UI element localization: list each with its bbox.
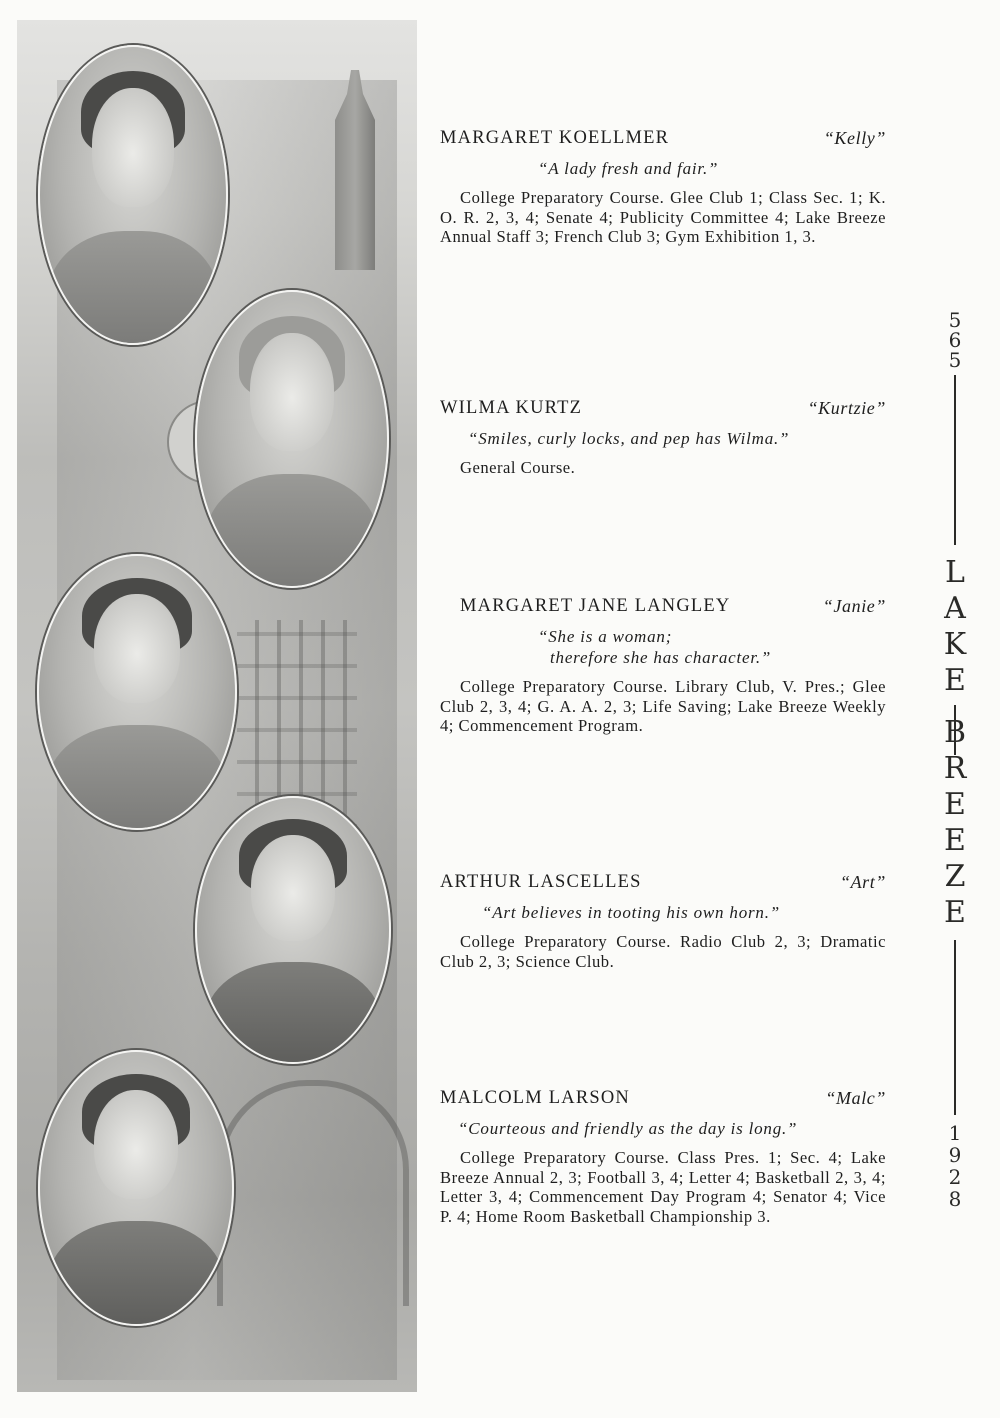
- student-quote: “Art believes in tooting his own horn.”: [482, 903, 781, 922]
- student-activities: College Preparatory Course. Library Club, V. Pres.; Glee Club 2, 3, 4; G. A. A. 2, 3; Life Saving; Lake Breeze Weekly 4; Commencement Program.: [440, 677, 886, 736]
- student-activities: General Course.: [460, 458, 576, 477]
- student-name: MARGARET KOELLMER: [440, 128, 670, 148]
- spine-title-breeze: BREEZE: [943, 715, 967, 930]
- spine-title-lake: LAKE: [943, 555, 967, 698]
- portrait-malcolm-larson: [38, 1050, 234, 1326]
- entry-margaret-jane-langley: [440, 596, 886, 736]
- building-arch: [217, 1080, 409, 1306]
- spine-divider: [954, 940, 956, 1115]
- yearbook-year: 1928: [948, 1121, 962, 1211]
- portrait-wilma-kurtz: [195, 290, 389, 588]
- student-nickname: “Kurtzie”: [807, 398, 886, 418]
- spine-divider: [954, 375, 956, 545]
- student-quote: “A lady fresh and fair.”: [538, 159, 719, 178]
- student-quote-line-2: therefore she has character.”: [550, 648, 772, 667]
- student-activities: College Preparatory Course. Class Pres. 1; Sec. 4; Lake Breeze Annual 2, 3; Football 3, 4; Letter 4; Basketball 2, 3, 4; Letter 3, 4; Commencement Day Program 4; Senator 4; Vice P. 4; Home Room Basketball Championship 3.: [440, 1148, 886, 1226]
- entry-margaret-koellmer: [440, 128, 886, 247]
- student-activities: College Preparatory Course. Radio Club 2, 3; Dramatic Club 2, 3; Science Club.: [440, 932, 886, 971]
- student-quote: “Smiles, curly locks, and pep has Wilma.”: [468, 429, 790, 448]
- student-name: MARGARET JANE LANGLEY: [460, 596, 731, 616]
- portrait-margaret-koellmer: [38, 45, 228, 345]
- portrait-arthur-lascelles: [195, 796, 391, 1064]
- entry-arthur-lascelles: [440, 872, 886, 971]
- student-quote-line-1: “She is a woman;: [538, 627, 673, 646]
- student-nickname: “Kelly”: [823, 128, 886, 148]
- student-nickname: “Janie”: [822, 596, 886, 616]
- student-name: MALCOLM LARSON: [440, 1088, 630, 1108]
- student-name: ARTHUR LASCELLES: [440, 872, 642, 892]
- portrait-margaret-jane-langley: [37, 554, 237, 830]
- photo-panel: [17, 20, 417, 1392]
- entry-wilma-kurtz: [440, 398, 886, 478]
- student-quote: “Courteous and friendly as the day is long.”: [458, 1119, 798, 1138]
- page-number: 565: [948, 308, 962, 372]
- student-nickname: “Art”: [839, 872, 886, 892]
- student-nickname: “Malc”: [825, 1088, 886, 1108]
- student-activities: College Preparatory Course. Glee Club 1; Class Sec. 1; K. O. R. 2, 3, 4; Senate 4; Publicity Committee 4; Lake Breeze Annual Staff 3; French Club 3; Gym Exhibition 1, 3.: [440, 188, 886, 247]
- student-name: WILMA KURTZ: [440, 398, 583, 418]
- entry-malcolm-larson: [440, 1088, 886, 1226]
- yearbook-spine: [930, 300, 980, 1220]
